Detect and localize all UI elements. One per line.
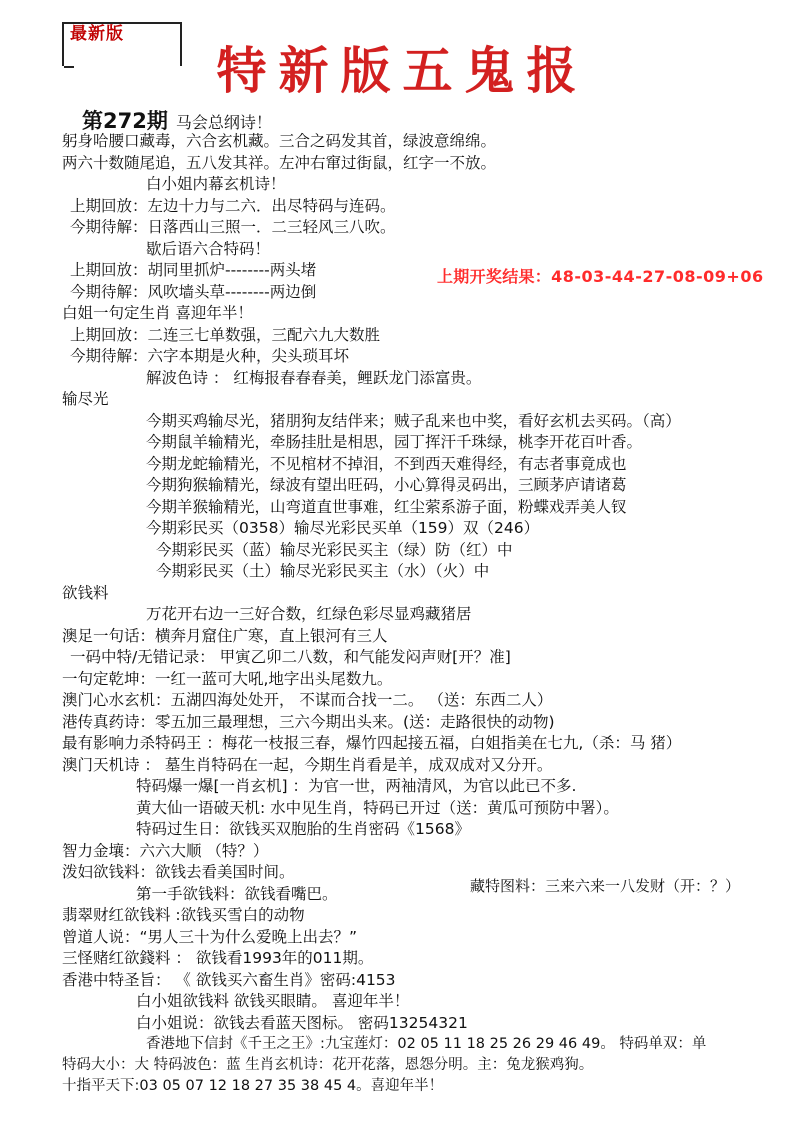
- horse-poem-line: 躬身哈腰口藏毒，六合玄机藏。三合之码发其首，绿波意绵绵。: [62, 132, 497, 150]
- tail-line: 香港中特圣旨： 《 欲钱买六畜生肖》密码:4153: [62, 970, 396, 989]
- pofu-line: 泼妇欲钱料：欲钱去看美国时间。: [62, 863, 295, 881]
- badge-label: 最新版: [70, 24, 124, 44]
- horse-poem-line: 两六十数随尾追，五八发其祥。左冲右窜过街鼠，红字一不放。: [62, 153, 497, 172]
- issue-number: 第272期: [82, 109, 168, 133]
- tail-line: 第一手欲钱料：欲钱看嘴巴。: [136, 884, 338, 903]
- yuqianliao-line: 黄大仙一语破天机: 水中见生肖，特码已开过（送：黄瓜可预防中署）。: [136, 798, 619, 817]
- poster-body: [0, 131, 793, 1097]
- draw-result-label: 上期开奖结果：: [437, 267, 552, 286]
- shujinguang-line: 今期买鸡输尽光，猪朋狗友结伴来；贼子乱来也中奖，看好玄机去买码。（高）: [146, 411, 681, 430]
- yuqianliao-line: 一句定乾坤：一红一蓝可大吼,地字出头尾数九。: [62, 669, 393, 688]
- shujinguang-line: 今期鼠羊输精光，牵肠挂肚是相思，园丁挥汗千珠绿，桃李开花百叶香。: [146, 433, 643, 451]
- shujinguang-line: 今期羊猴输精光，山弯道直世事难，红尘萦系游子面，粉蝶戏弄美人钗: [146, 497, 627, 516]
- yuqianliao-line: 万花开右边一三好合数，红绿色彩尽显鸡藏猪居: [146, 605, 472, 623]
- yuqianliao-line: 智力金壤：六六大顺 （特？）: [62, 841, 269, 860]
- shujinguang-line: 今期狗猴输精光，绿波有望出旺码，小心算得灵码出，三顾茅庐请诸葛: [146, 476, 627, 494]
- section-header-shujinguang: 输尽光: [62, 390, 109, 408]
- tail-line: 香港地下信封《千王之王》:九宝莲灯：02 05 11 18 25 26 29 46 49。 特码单双：单: [146, 1036, 707, 1052]
- yuqianliao-line: 特码过生日：欲钱买双胞胎的生肖密码《1568》: [136, 820, 470, 838]
- bai-xiaojie-line: 今期待解：日落西山三照一．二三轻风三八吹。: [70, 218, 396, 236]
- bai-jie-line: 上期回放：二连三七单数强，三配六九大数胜: [70, 325, 381, 344]
- yuqianliao-line: 特码爆一爆[一肖玄机] ：为官一世，两袖清风，为官以此已不多.: [136, 777, 577, 795]
- yuqianliao-line: 港传真药诗：零五加三最理想，三六今期出头来。(送：走路很快的动物): [62, 712, 555, 731]
- tail-line: 特码大小：大 特码波色：蓝 生肖玄机诗：花开花落，恩怨分明。主：兔龙猴鸡狗。: [62, 1057, 594, 1073]
- yuqianliao-line: 澳足一句话：横奔月窟住广寒，直上银河有三人: [62, 626, 388, 645]
- shujinguang-line: 今期彩民买（蓝）输尽光彩民买主（绿）防（红）中: [156, 540, 513, 559]
- yuqianliao-line: 一码中特/无错记录： 甲寅乙卯二八数，和气能发闷声财[开？准]: [70, 648, 511, 666]
- xiehouyu-line: 上期回放：胡同里抓炉--------两头堵: [70, 261, 317, 279]
- cangte-tuliao-note: 藏特图料：三来六来一八发财（开：？）: [470, 877, 741, 895]
- tail-line: 翡翠财红欲钱料 :欲钱买雪白的动物: [62, 906, 305, 924]
- issue-subtitle: 马会总纲诗！: [175, 113, 272, 132]
- jiebo-poem-line: 解波色诗 ： 红梅报春春春美，鲤跃龙门添富贵。: [146, 368, 482, 387]
- section-header-bai-xiaojie: 白小姐内幕玄机诗！: [146, 175, 286, 193]
- yuqianliao-line: 最有影响力杀特码王 ：梅花一枝报三春，爆竹四起接五福，白姐指美在七九,（杀：马 猪）: [62, 734, 682, 752]
- yuqianliao-line: 澳门心水玄机：五湖四海处处开， 不谋而合找一二。 （送：东西二人）: [62, 691, 553, 709]
- page-title: 特新版五鬼报: [216, 42, 589, 100]
- section-header-xiehouyu: 歇后语六合特码！: [146, 239, 271, 258]
- bai-jie-line: 今期待解：六字本期是火种，尖头琐耳坏: [70, 347, 350, 365]
- shujinguang-line: 今期彩民买（0358）输尽光彩民买单（159）双（246）: [146, 519, 540, 537]
- tail-line: 十指平天下:03 05 07 12 18 27 35 38 45 4。喜迎年半！: [62, 1078, 444, 1094]
- tail-line: 曾道人说：“男人三十为什么爱晚上出去？”: [62, 927, 358, 946]
- section-header-bai-jie: 白姐一句定生肖 喜迎年半！: [62, 304, 253, 322]
- shujinguang-line: 今期彩民买（土）输尽光彩民买主（水）（火）中: [156, 562, 490, 580]
- section-header-yuqianliao: 欲钱料: [62, 583, 109, 602]
- tail-line: 三怪赌红欲錢料 ： 欲钱看1993年的011期。: [62, 949, 374, 967]
- bai-xiaojie-line: 上期回放：左边十力与二六．出尽特码与连码。: [70, 196, 396, 215]
- xiehouyu-line: 今期待解：风吹墙头草--------两边倒: [70, 282, 317, 301]
- tail-line: 白小姐欲钱料 欲钱买眼睛。 喜迎年半！: [136, 992, 410, 1010]
- shujinguang-line: 今期龙蛇输精光，不见棺材不掉泪，不到西天难得经，有志者事竟成也: [146, 454, 627, 473]
- yuqianliao-line: 澳门天机诗 ： 墓生肖特码在一起，今期生肖看是羊，成双成对又分开。: [62, 755, 553, 774]
- draw-result-numbers: 48-03-44-27-08-09+06: [551, 267, 764, 286]
- tail-line: 白小姐说：欲钱去看蓝天图标。 密码13254321: [136, 1013, 468, 1032]
